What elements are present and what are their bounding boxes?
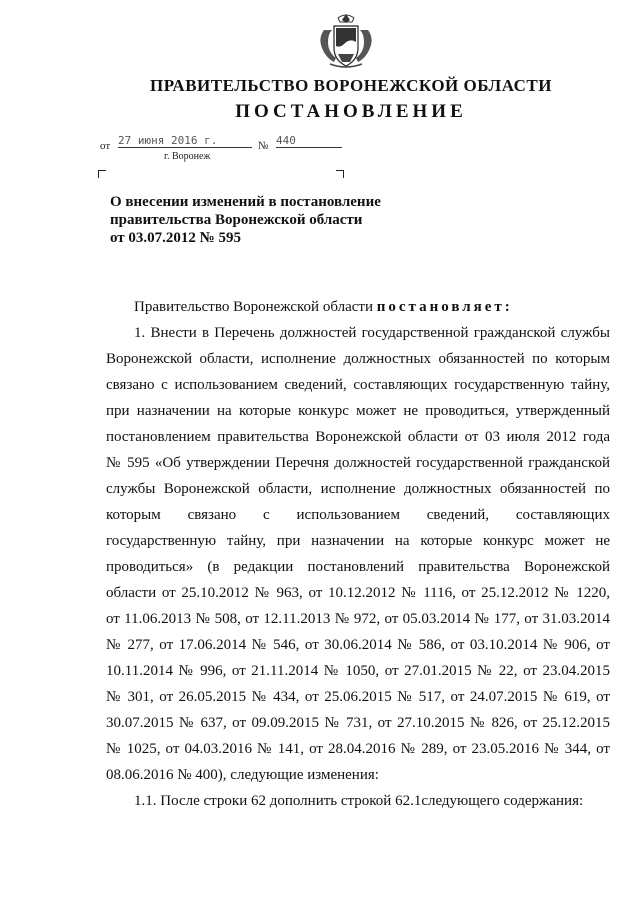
body-line: № 277, от 17.06.2014 № 546, от 30.06.2014 № 586, от 03.10.2014 № 906, от [106,637,610,653]
body-line: 1. Внести в Перечень должностей государственной гражданской службы [134,325,610,341]
date-label: от [100,140,111,152]
body-line: 10.11.2014 № 996, от 21.11.2014 № 1050, от 27.01.2015 № 22, от 23.04.2015 [106,663,610,679]
body-line: 1.1. После строки 62 дополнить строкой 62.1следующего содержания: [134,793,584,809]
city-name: г. Воронеж [164,151,211,162]
document-date: 27 июня 2016 г. [118,134,252,148]
government-name: ПРАВИТЕЛЬСТВО ВОРОНЕЖСКОЙ ОБЛАСТИ [149,76,552,95]
document-subject [110,193,430,247]
body-line: № 1025, от 04.03.2016 № 141, от 28.04.2016 № 289, от 23.05.2016 № 344, от [106,741,610,757]
body-line: которым связано с использованием сведений, составляющих [106,507,610,523]
subject-bracket-left [98,170,106,178]
body-line: службы Воронежской области, исполнение должностных обязанностей по [106,481,610,497]
document-body [106,294,610,814]
subject-line: от 03.07.2012 № 595 [110,230,241,246]
body-line: № 595 «Об утверждении Перечня должностей государственной гражданской [106,455,610,471]
resolution-intro [106,294,610,320]
body-line: 08.06.2016 № 400), следующие изменения: [106,767,379,783]
coat-of-arms-emblem [316,8,376,72]
body-line: № 301, от 26.05.2015 № 434, от 25.06.2015 № 517, от 24.07.2015 № 619, от [106,689,610,705]
body-line: Воронежской области, исполнение должностных обязанностей по которым [106,351,610,367]
body-line: от 11.06.2013 № 508, от 12.11.2013 № 972, от 05.03.2014 № 177, от 31.03.2014 [106,611,610,627]
resolves-word: постановляет: [376,299,513,315]
subject-line: О внесении изменений в постановление [110,194,381,210]
body-line: 30.07.2015 № 637, от 09.09.2015 № 731, от 27.10.2015 № 826, от 25.12.2015 [106,715,610,731]
document-type-title: ПОСТАНОВЛЕНИЕ [235,101,467,122]
body-line: при назначении на которые конкурс может не проводиться, утвержденный [106,403,610,419]
body-line: постановлением правительства Воронежской области от 03 июля 2012 года [106,429,610,445]
subject-bracket-right [336,170,344,178]
body-line: связано с использованием сведений, составляющих государственную тайну, [106,377,610,393]
subject-line: правительства Воронежской области [110,212,363,228]
body-line: области от 25.10.2012 № 963, от 10.12.2012 № 1116, от 25.12.2012 № 1220, [106,585,610,601]
number-label: № [258,140,269,152]
document-number: 440 [276,134,342,148]
body-line: проводиться» (в редакции постановлений правительства Воронежской [106,559,610,575]
body-line: государственную тайну, при назначении на которые конкурс может не [106,533,610,549]
intro-text: Правительство Воронежской области [134,299,373,315]
